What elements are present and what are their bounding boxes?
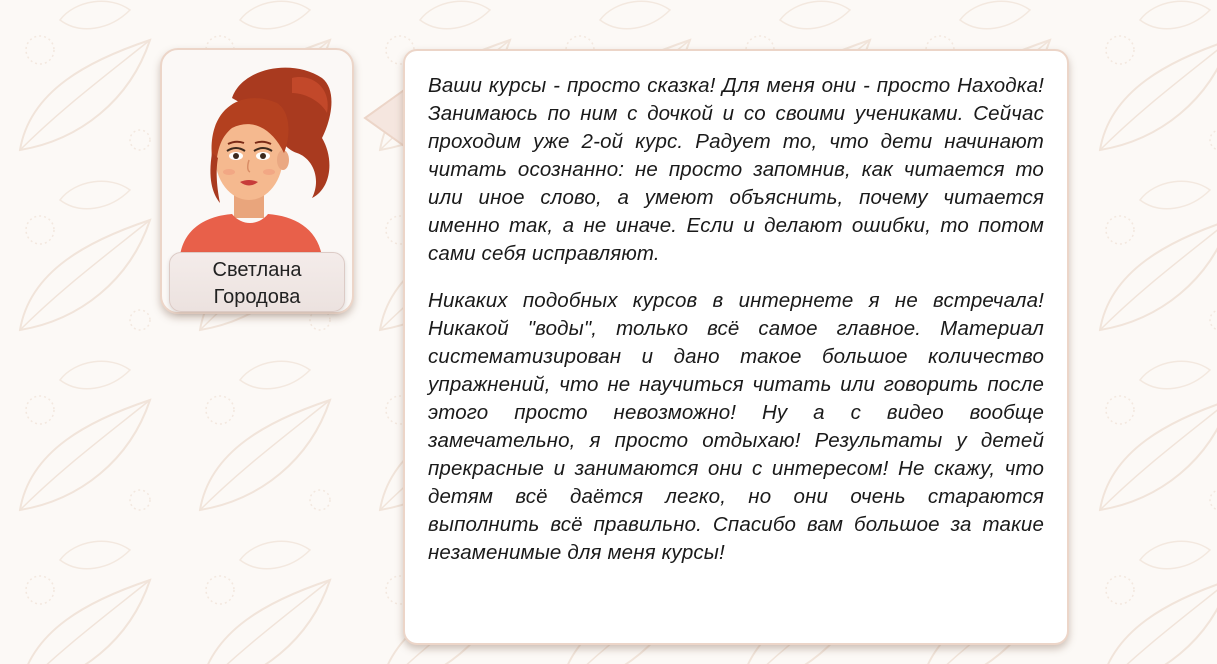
testimonial-paragraph-2: Никаких подобных курсов в интернете я не встречала! Никакой "воды", только всё самое главное. Материал систематизирован и дано такое большое количество упражнений, что не научиться читать или говорить после этого просто невозможно! Ну а с видео вообще замечательно, я просто отдыхаю! Результаты у детей прекрасные и занимаются они с интересом! Не скажу, что детям всё даётся легко, но они очень стараются выполнить всё правильно. Спасибо вам большое за такие незаменимые для меня курсы!: [428, 289, 1044, 564]
testimonial-paragraph-1: Ваши курсы - просто сказка! Для меня они - просто Находка! Занимаюсь по ним с дочкой и со своими учениками. Сейчас проходим уже 2-ой курс. Радует то, что дети начинают читать осознанно: не просто запомнив, как читается то или иное слово, а умеют объяснить, почему читается именно так, а не иначе. Если и делают ошибки, то потом сами себя исправляют.: [428, 74, 1044, 265]
speech-bubble-pointer: [363, 88, 407, 148]
woman-avatar-icon: [172, 58, 344, 258]
author-last-name: Городова: [213, 286, 301, 308]
author-card: [160, 48, 354, 314]
author-name-plate: [169, 252, 345, 312]
testimonial-bubble: [403, 49, 1069, 645]
author-first-name: Светлана: [212, 259, 302, 281]
